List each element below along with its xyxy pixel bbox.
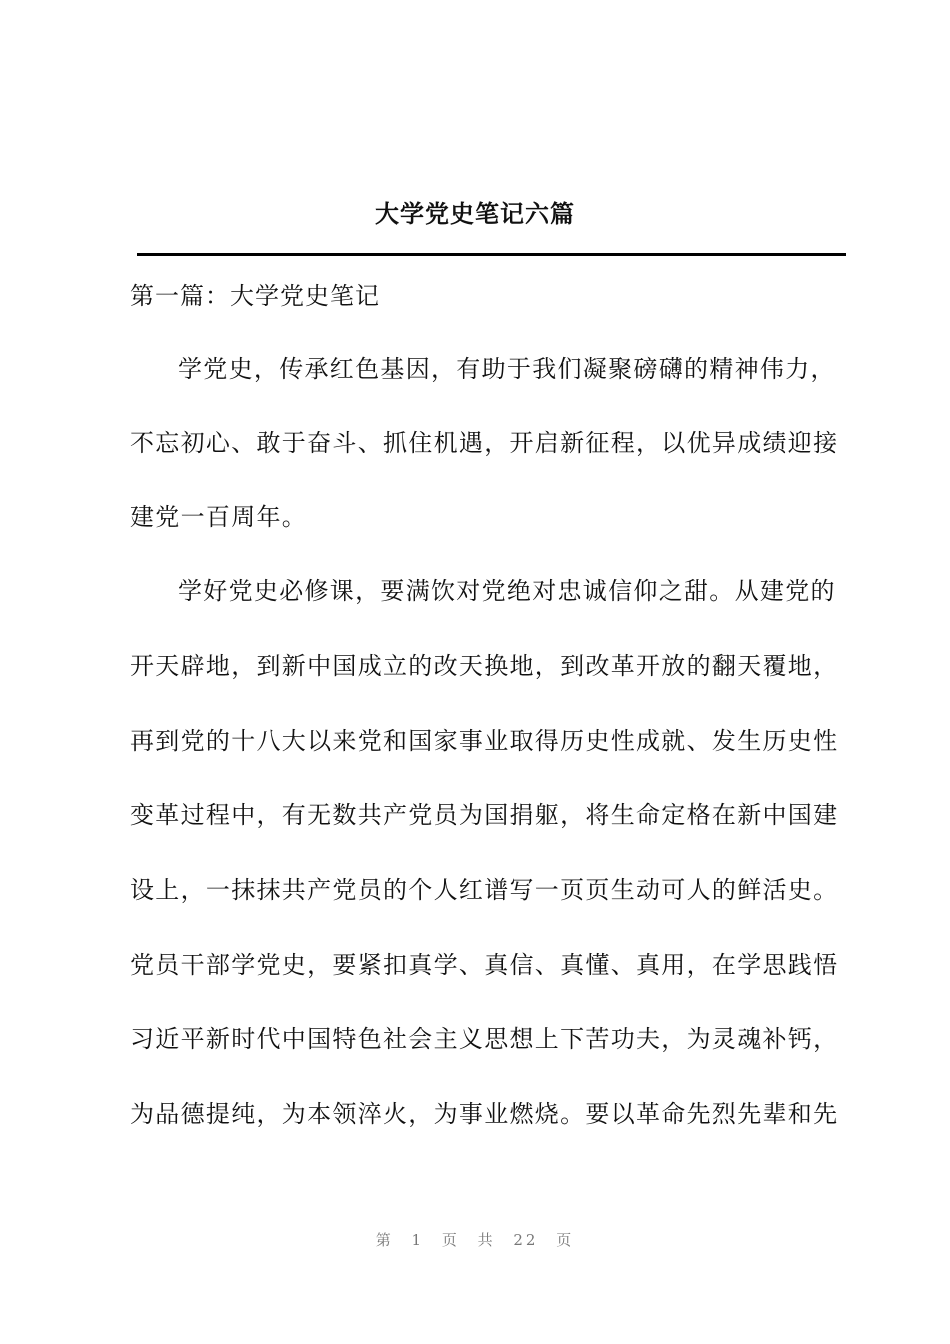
body-line: 变革过程中，有无数共产党员为国捐躯，将生命定格在新中国建: [130, 801, 839, 829]
body-line: 学好党史必修课，要满饮对党绝对忠诚信仰之甜。从建党的: [178, 577, 836, 605]
body-line: 学党史，传承红色基因，有助于我们凝聚磅礴的精神伟力，: [178, 355, 836, 383]
body-line: 不忘初心、敢于奋斗、抓住机遇，开启新征程，以优异成绩迎接: [130, 429, 839, 457]
section-heading: 第一篇：大学党史笔记: [130, 282, 380, 310]
body-line: 设上，一抹抹共产党员的个人红谱写一页页生动可人的鲜活史。: [130, 876, 839, 904]
document-title: 大学党史笔记六篇: [375, 199, 575, 228]
body-line: 开天辟地，到新中国成立的改天换地，到改革开放的翻天覆地，: [130, 652, 839, 680]
body-line: 为品德提纯，为本领淬火，为事业燃烧。要以革命先烈先辈和先: [130, 1100, 839, 1128]
body-line: 建党一百周年。: [130, 503, 308, 531]
body-line: 习近平新时代中国特色社会主义思想上下苦功夫，为灵魂补钙，: [130, 1025, 839, 1053]
body-line: 党员干部学党史，要紧扣真学、真信、真懂、真用，在学思践悟: [130, 951, 839, 979]
page-number-footer: 第 1 页 共 22 页: [375, 1231, 575, 1249]
title-divider: [137, 253, 846, 256]
body-line: 再到党的十八大以来党和国家事业取得历史性成就、发生历史性: [130, 727, 839, 755]
